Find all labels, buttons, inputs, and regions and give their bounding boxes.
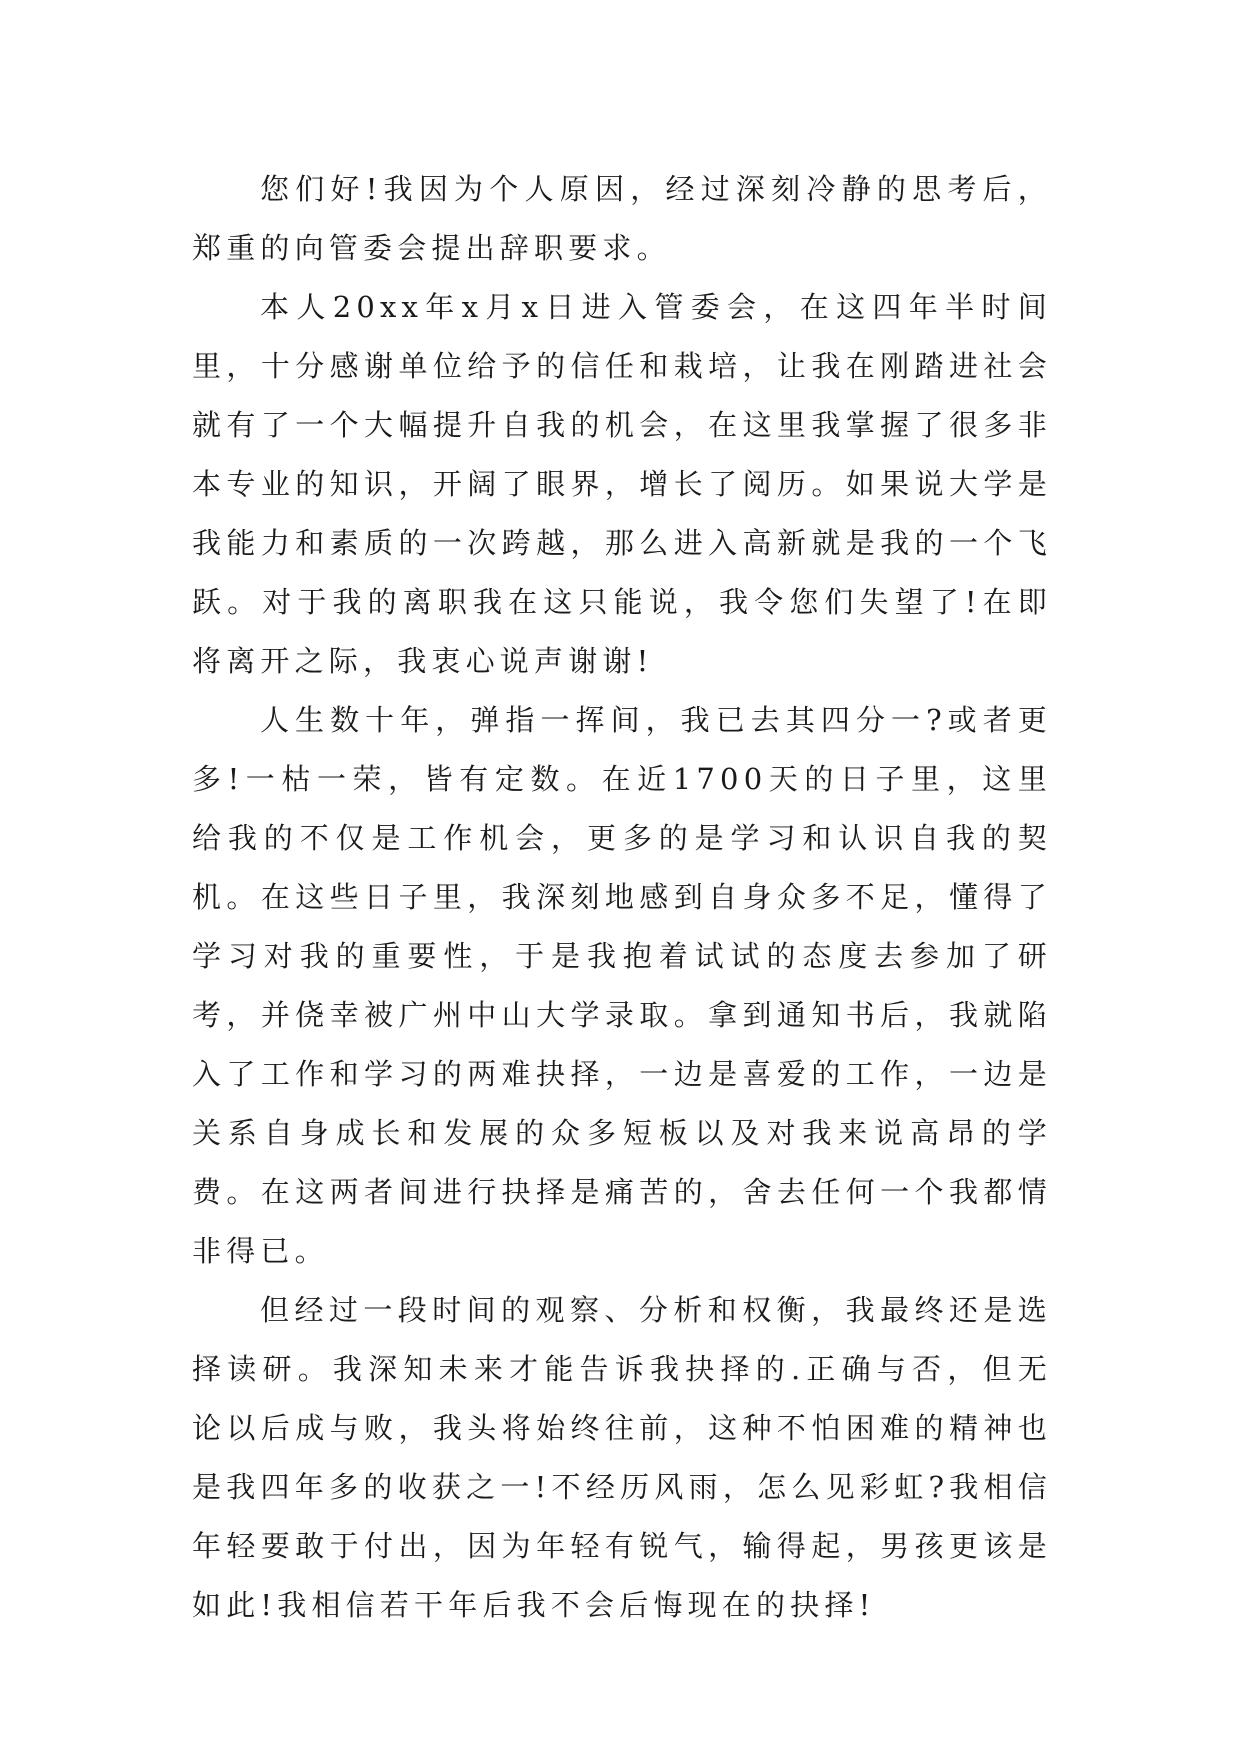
paragraph-decision: 但经过一段时间的观察、分析和权衡，我最终还是选择读研。我深知未来才能告诉我抉择的.正确与否，但无论以后成与败，我头将始终往前，这种不怕困难的精神也是我四年多的收获之一!不经历风雨，怎么见彩虹?我相信年轻要敢于付出，因为年轻有锐气，输得起，男孩更该是如此!我相信若干年后我不会后悔现在的抉择! bbox=[192, 1293, 1052, 1622]
letter-body bbox=[192, 160, 1052, 1635]
paragraph-greeting: 您们好!我因为个人原因，经过深刻冷静的思考后，郑重的向管委会提出辞职要求。 bbox=[192, 172, 1052, 265]
paragraph-gratitude: 本人20xx年x月x日进入管委会，在这四年半时间里，十分感谢单位给予的信任和栽培，让我在刚踏进社会就有了一个大幅提升自我的机会，在这里我掌握了很多非本专业的知识，开阔了眼界，增长了阅历。如果说大学是我能力和素质的一次跨越，那么进入高新就是我的一个飞跃。对于我的离职我在这只能说，我令您们失望了!在即将离开之际，我衷心说声谢谢! bbox=[192, 290, 1052, 678]
paragraph-reason: 人生数十年，弹指一挥间，我已去其四分一?或者更多!一枯一荣，皆有定数。在近1700天的日子里，这里给我的不仅是工作机会，更多的是学习和认识自我的契机。在这些日子里，我深刻地感到自身众多不足，懂得了学习对我的重要性，于是我抱着试试的态度去参加了研考，并侥幸被广州中山大学录取。拿到通知书后，我就陷入了工作和学习的两难抉择，一边是喜爱的工作，一边是关系自身成长和发展的众多短板以及对我来说高昂的学费。在这两者间进行抉择是痛苦的，舍去任何一个我都情非得已。 bbox=[192, 703, 1052, 1268]
